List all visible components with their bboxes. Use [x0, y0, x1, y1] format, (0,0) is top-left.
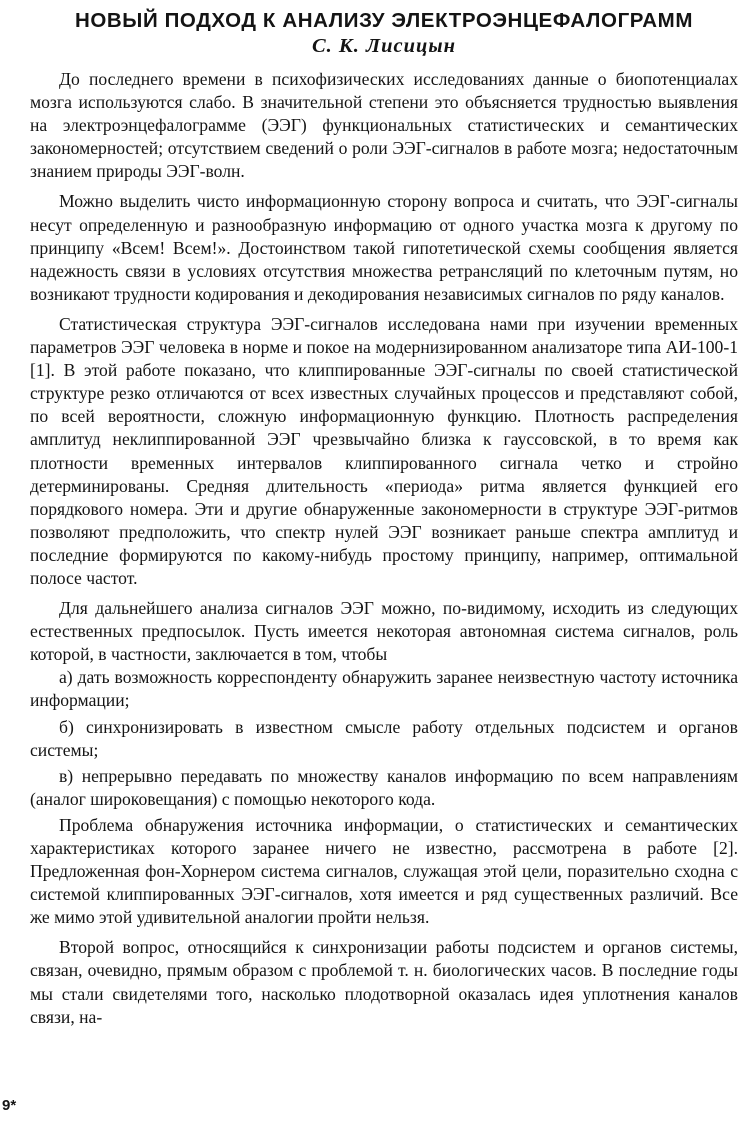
article-body: [30, 68, 738, 1029]
paragraph-2: Можно выделить чисто информационную сторону вопроса и считать, что ЭЭГ-сигналы несут определенную и разнообразную информацию от одного участка мозга к другому по принципу «Всем! Всем!». Достоинством такой гипотетической схемы сообщения является надежность связи в условиях отсутствия множества ретрансляций по клеточным путям, но возникают трудности кодирования и декодирования независимых сигналов по ряду каналов.: [30, 191, 738, 304]
author-name: С. К. Лисицын: [311, 35, 457, 57]
paragraph-5: Проблема обнаружения источника информации, о статистических и семантических характеристиках которого заранее ничего не известно, рассмотрена в работе [2]. Предложенная фон-Хорнером система сигналов, служащая этой цели, поразительно сходна с системой клиппированных ЭЭГ-сигналов, хотя имеется и ряд существенных различий. Все же мимо этой удивительной аналогии пройти нельзя.: [30, 814, 738, 928]
page-folio: 9*: [2, 1097, 17, 1114]
list-item-b: б) синхронизировать в известном смысле работу отдельных подсистем и органов системы;: [30, 716, 738, 760]
paragraph-3: Статистическая структура ЭЭГ-сигналов исследована нами при изучении временных параметров ЭЭГ человека в норме и покое на модернизированном анализаторе типа АИ-100-1 [1]. В этой работе показано, что клиппированные ЭЭГ-сигналы по своей статистической структуре резко отличаются от всех известных случайных процессов и представляют собой, по всей вероятности, сложную информационную функцию. Плотность распределения амплитуд неклиппированной ЭЭГ чрезвычайно близка к гауссовской, в то время как плотности временных интервалов клиппированного сигнала четко и стройно детерминированы. Средняя длительность «периода» ритма является функцией его порядкового номера. Эти и другие обнаруженные закономерности в структуре ЭЭГ-ритмов позволяют предположить, что спектр нулей ЭЭГ возникает раньше спектра амплитуд и последние формируются по какому-нибудь простому принципу, например, оптимальной полосе частот.: [30, 313, 738, 588]
paragraph-4: Для дальнейшего анализа сигналов ЭЭГ можно, по-видимому, исходить из следующих естественных предпосылок. Пусть имеется некоторая автономная система сигналов, роль которой, в частности, заключается в том, чтобы: [30, 598, 738, 665]
paragraph-6: Второй вопрос, относящийся к синхронизации работы подсистем и органов системы, связан, очевидно, прямым образом с проблемой т. н. биологических часов. В последние годы мы стали свидетелями того, насколько плодотворной оказалась идея уплотнения каналов связи, на-: [30, 937, 738, 1027]
list-item-a: а) дать возможность корреспонденту обнаружить заранее неизвестную частоту источника информации;: [30, 667, 738, 711]
page: [30, 8, 738, 1029]
article-title: НОВЫЙ ПОДХОД К АНАЛИЗУ ЭЛЕКТРОЭНЦЕФАЛОГРАММ: [74, 9, 694, 32]
list-item-c: в) непрерывно передавать по множеству каналов информацию по всем направлениям (аналог широковещания) с помощью некоторого кода.: [30, 765, 738, 809]
paragraph-1: До последнего времени в психофизических исследованиях данные о биопотенциалах мозга используются слабо. В значительной степени это объясняется трудностью выявления на электроэнцефалограмме (ЭЭГ) функциональных статистических и семантических закономерностей; отсутствием сведений о роли ЭЭГ-сигналов в работе мозга; недостаточным знанием природы ЭЭГ-волн.: [30, 69, 738, 182]
